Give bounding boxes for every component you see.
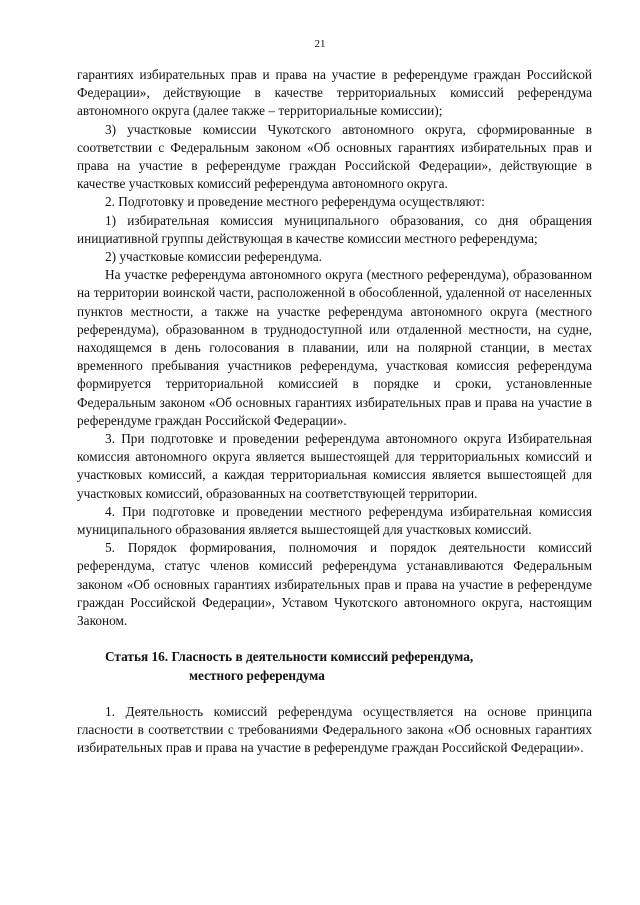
paragraph: 4. При подготовке и проведении местного референдума избирательная комиссия муниципального образования является вышестоящей для участковых комиссий. [77, 503, 592, 538]
article-heading [77, 648, 592, 684]
paragraph: 1) избирательная комиссия муниципального образования, со дня обращения инициативной группы действующая в качестве комиссии местного референдума; [77, 212, 592, 246]
paragraph: На участке референдума автономного округа (местного референдума), образованном на территории воинской части, расположенной в обособленной, удаленной от населенных пунктов местности, а также на участке референдума автономного округа (местного референдума), образованном в труднодоступной или отдаленной местности, на судне, находящемся в день голосования в плавании, или на полярной станции, в местах временного пребывания участников референдума, участковая комиссия референдума формируется территориальной комиссией в порядке и сроки, установленные Федеральным законом «Об основных гарантиях избирательных прав и права на участие в референдуме граждан Российской Федерации». [77, 267, 592, 428]
page-number: 21 [314, 38, 326, 50]
paragraph: 1. Деятельность комиссий референдума осуществляется на основе принципа гласности в соответствии с требованиями Федерального закона «Об основных гарантиях избирательных прав и права на участие в референдуме граждан Российской Федерации». [77, 703, 592, 756]
paragraph: гарантиях избирательных прав и права на участие в референдуме граждан Российской Федерации», действующие в качестве территориальных комиссий референдума автономного округа (далее также – территориальные комиссии); [77, 67, 592, 119]
paragraph: 3. При подготовке и проведении референдума автономного округа Избирательная комиссия автономного округа является вышестоящей для территориальных комиссий и участковых комиссий, а каждая территориальная комиссия является вышестоящей для участковых комиссий, образованных на соответствующей территории. [77, 431, 592, 501]
paragraph: 2) участковые комиссии референдума. [105, 249, 322, 265]
document-body [77, 66, 592, 757]
article-heading-line2: местного референдума [189, 667, 325, 683]
paragraph: 3) участковые комиссии Чукотского автономного округа, сформированные в соответствии с Федеральным законом «Об основных гарантиях избирательных прав и права на участие в референдуме граждан Российской Федерации», действующие в качестве участковых комиссий референдума автономного округа. [77, 121, 592, 192]
spacer [77, 685, 592, 703]
paragraph: 5. Порядок формирования, полномочия и порядок деятельности комиссий референдума, статус членов комиссий референдума устанавливаются Федеральным законом «Об основных гарантиях избирательных прав и права на участие в референдуме граждан Российской Федерации», Уставом Чукотского автономного округа, настоящим Законом. [77, 540, 592, 629]
paragraph: 2. Подготовку и проведение местного референдума осуществляют: [105, 194, 485, 210]
article-heading-line1: Статья 16. Гласность в деятельности комиссий референдума, [105, 649, 474, 665]
